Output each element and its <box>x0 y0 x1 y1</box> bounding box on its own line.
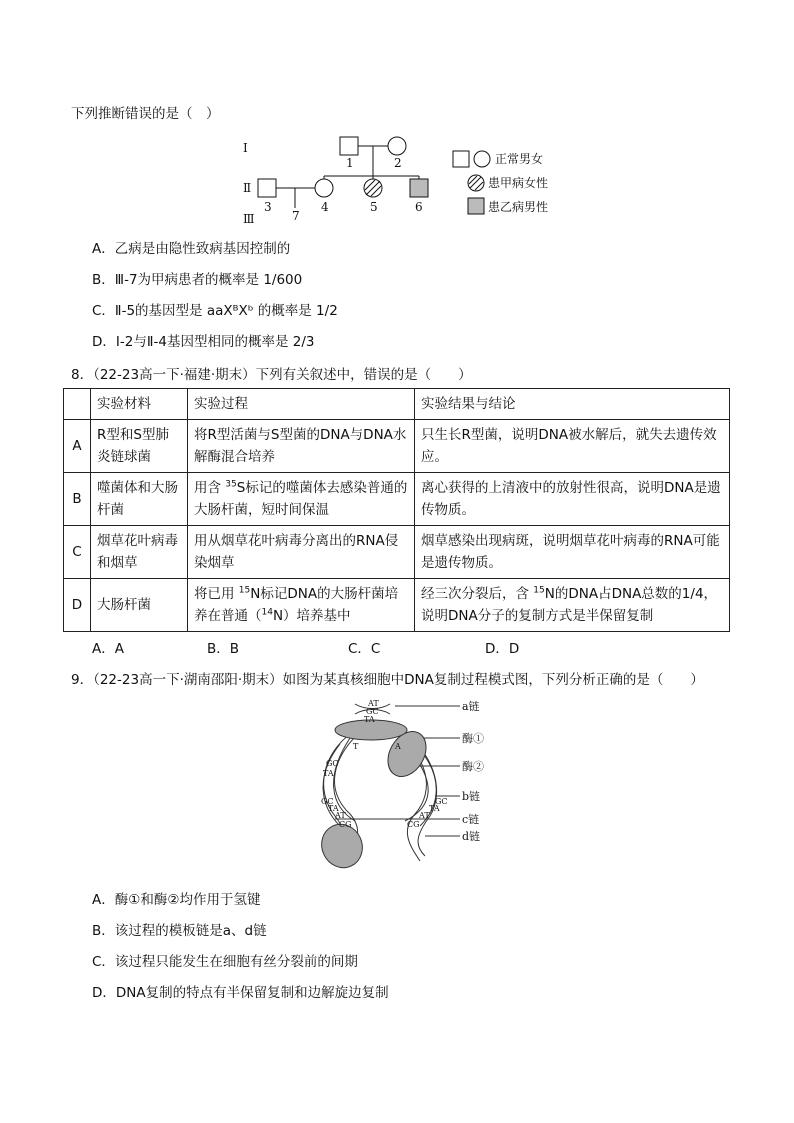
base-label: A <box>395 742 401 751</box>
q7-intro: 下列推断错误的是（ ） <box>71 106 220 122</box>
ind-label-6: 6 <box>415 200 423 214</box>
individual-1 <box>340 137 358 155</box>
q8-option-b[interactable]: B．B <box>207 641 240 657</box>
label-enzyme-2: 酶② <box>462 760 484 773</box>
pedigree-figure <box>235 130 565 225</box>
table-row <box>64 526 730 579</box>
row-material: 噬菌体和大肠杆菌 <box>91 473 188 526</box>
ind-label-5: 5 <box>370 200 378 214</box>
q7-option-d[interactable]: D．Ⅰ-2与Ⅱ-4基因型相同的概率是 2/3 <box>92 334 315 350</box>
row-result: 离心获得的上清液中的放射性很高，说明DNA是遗传物质。 <box>415 473 730 526</box>
label-c-strand: c链 <box>462 813 480 826</box>
legend-disease-b-male: 患乙病男性 <box>488 200 549 214</box>
individual-4 <box>315 179 333 197</box>
ind-label-7: 7 <box>292 209 300 223</box>
label-enzyme-1: 酶① <box>462 732 484 745</box>
ind-label-1: 1 <box>346 156 354 170</box>
row-process: 用含 $^{35}$S标记的噬菌体去感染普通的大肠杆菌，短时间保温 <box>188 473 415 526</box>
legend-disease-a-female: 患甲病女性 <box>488 176 549 190</box>
table-row <box>64 579 730 632</box>
base-label: AT <box>419 811 430 820</box>
q9-option-b[interactable]: B．该过程的模板链是a、d链 <box>92 923 267 939</box>
table-header-row <box>64 389 730 420</box>
base-label: TA <box>364 715 375 724</box>
row-process: 将已用 $^{15}$N标记DNA的大肠杆菌培养在普通（$^{14}$N）培养基中 <box>188 579 415 632</box>
q8-stem: 8．（22-23高一下·福建·期末）下列有关叙述中，错误的是（ ） <box>71 367 472 383</box>
row-material: 大肠杆菌 <box>91 579 188 632</box>
row-result: 经三次分裂后，含 $^{15}$N的DNA占DNA总数的1/4，说明DNA分子的复制方式是半保留复制 <box>415 579 730 632</box>
header-material: 实验材料 <box>91 389 188 420</box>
gen-label-1: Ⅰ <box>243 141 248 155</box>
q9-option-d[interactable]: D．DNA复制的特点有半保留复制和边解旋边复制 <box>92 985 389 1001</box>
individual-6 <box>410 179 428 197</box>
table-row <box>64 420 730 473</box>
header-blank <box>64 389 91 420</box>
q8-option-a[interactable]: A．A <box>92 641 124 657</box>
q9-option-a[interactable]: A．酶①和酶②均作用于氢键 <box>92 892 261 908</box>
q9-option-c[interactable]: C．该过程只能发生在细胞有丝分裂前的间期 <box>92 954 358 970</box>
legend-normal: 正常男女 <box>495 152 544 166</box>
q7-option-a[interactable]: A．乙病是由隐性致病基因控制的 <box>92 241 291 257</box>
label-d-strand: d链 <box>462 830 481 843</box>
q9-stem: 9．（22-23高一下·湖南邵阳·期末）如图为某真核细胞中DNA复制过程模式图，下列分析正确的是（ ） <box>71 672 704 688</box>
dna-replication-figure <box>295 696 510 874</box>
base-label: T <box>353 742 359 751</box>
q8-option-d[interactable]: D．D <box>485 641 520 657</box>
base-label: TA <box>323 769 334 778</box>
label-b-strand: b链 <box>462 790 481 803</box>
row-label: A <box>64 420 91 473</box>
row-result: 只生长R型菌，说明DNA被水解后，就失去遗传效应。 <box>415 420 730 473</box>
base-label: TA <box>429 804 440 813</box>
base-label: GC <box>326 759 339 768</box>
ind-label-3: 3 <box>264 200 272 214</box>
base-label: AT <box>335 811 346 820</box>
individual-2 <box>388 137 406 155</box>
individual-3 <box>258 179 276 197</box>
experiment-table <box>63 388 730 632</box>
q7-option-b[interactable]: B．Ⅲ-7为甲病患者的概率是 1/600 <box>92 272 303 288</box>
base-label: GC <box>435 797 448 806</box>
gen-label-2: Ⅱ <box>243 181 252 195</box>
base-label: CG <box>339 820 352 829</box>
row-label: B <box>64 473 91 526</box>
row-material: 烟草花叶病毒和烟草 <box>91 526 188 579</box>
table-row <box>64 473 730 526</box>
label-a-strand: a链 <box>462 700 480 713</box>
q7-option-c[interactable]: C．Ⅱ-5的基因型是 aaXᴮXᵇ 的概率是 1/2 <box>92 303 338 319</box>
gen-label-3: Ⅲ <box>243 212 255 225</box>
base-label: GC <box>366 707 379 716</box>
q8-option-c[interactable]: C．C <box>348 641 381 657</box>
ind-label-4: 4 <box>321 200 329 214</box>
row-process: 用从烟草花叶病毒分离出的RNA侵染烟草 <box>188 526 415 579</box>
row-process: 将R型活菌与S型菌的DNA与DNA水解酶混合培养 <box>188 420 415 473</box>
base-label: GC <box>321 797 334 806</box>
base-label: CG <box>407 820 420 829</box>
base-label: TA <box>328 804 339 813</box>
header-process: 实验过程 <box>188 389 415 420</box>
row-material: R型和S型肺炎链球菌 <box>91 420 188 473</box>
row-result: 烟草感染出现病斑，说明烟草花叶病毒的RNA可能是遗传物质。 <box>415 526 730 579</box>
base-label: AT <box>368 699 379 708</box>
header-result: 实验结果与结论 <box>415 389 730 420</box>
row-label: D <box>64 579 91 632</box>
ind-label-2: 2 <box>394 156 402 170</box>
row-label: C <box>64 526 91 579</box>
